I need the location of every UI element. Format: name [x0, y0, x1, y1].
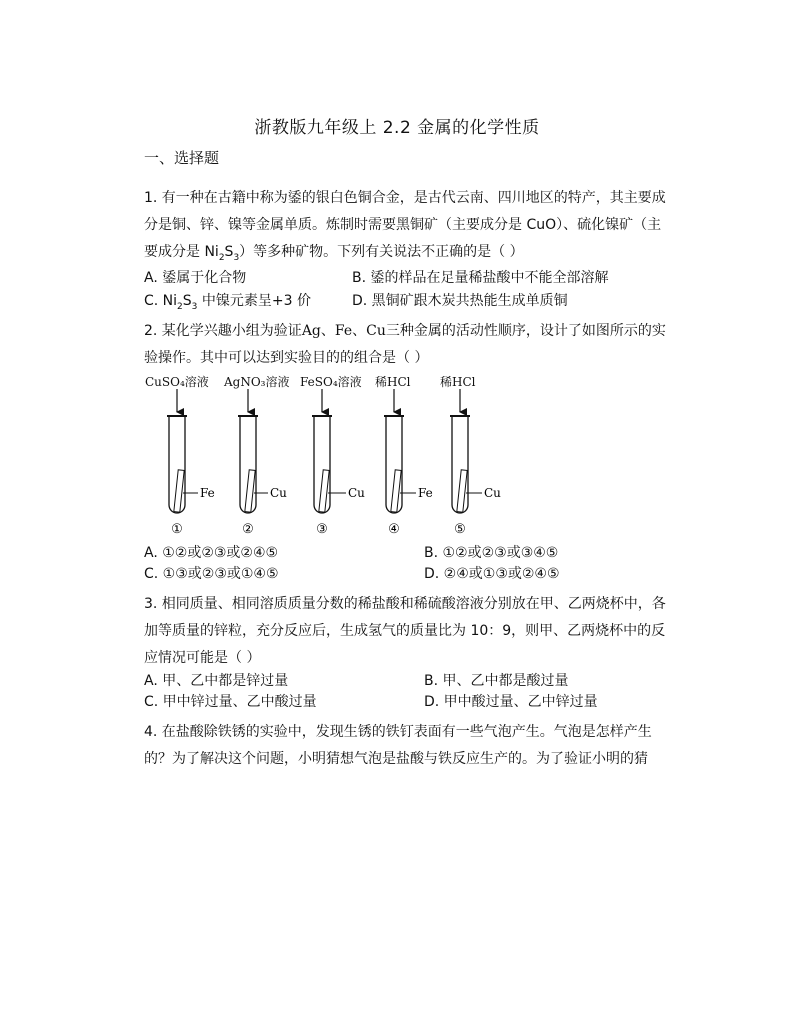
metal-label-2: Cu	[270, 486, 287, 500]
tube-number-5: ⑤	[454, 522, 466, 537]
q1-line-2: 分是铜、锌、镍等金属单质。炼制时需要黑铜矿（主要成分是 CuO）、硫化镍矿（主	[144, 217, 662, 233]
q1-option-c-part-b: S	[182, 293, 192, 309]
reagent-label-4: 稀HCl	[375, 375, 411, 389]
q1-option-d: D. 黑铜矿跟木炭共热能生成单质铜	[352, 293, 568, 309]
q4-line-1: 4. 在盐酸除铁锈的实验中，发现生锈的铁钉表面有一些气泡产生。气泡是怎样产生	[144, 724, 652, 740]
tube-number-1: ①	[171, 522, 183, 537]
q4-line-2: 的？为了解决这个问题，小明猜想气泡是盐酸与铁反应生产的。为了验证小明的猜	[144, 751, 648, 767]
page-title: 浙教版九年级上 2.2 金属的化学性质	[254, 118, 540, 138]
q1-option-c-part-a: C. Ni	[144, 293, 178, 309]
reagent-label-3: FeSO₄溶液	[300, 375, 362, 389]
tube-number-4: ④	[388, 522, 400, 537]
metal-label-3: Cu	[348, 486, 365, 500]
test-tube-diagram	[0, 385, 794, 545]
q2-option-a: A. ①②或②③或②④⑤	[144, 545, 279, 561]
q1-line-3	[144, 241, 524, 269]
q1-line-3-sub-1: 2	[218, 252, 225, 263]
q3-line-1: 3. 相同质量、相同溶质质量分数的稀盐酸和稀硫酸溶液分别放在甲、乙两烧杯中，各	[144, 596, 666, 612]
metal-label-5: Cu	[484, 486, 501, 500]
q3-option-a: A. 甲、乙中都是锌过量	[144, 673, 289, 689]
q1-option-c	[144, 290, 311, 318]
test-tube-2	[238, 389, 287, 537]
section-heading: 一、选择题	[144, 149, 220, 167]
q2-line-1	[144, 320, 666, 342]
metal-label-4: Fe	[418, 486, 433, 500]
q3-option-b: B. 甲、乙中都是酸过量	[424, 673, 569, 689]
q3-line-3: 应情况可能是（ ）	[144, 650, 261, 666]
q1-option-a: A. 鋈属于化合物	[144, 270, 247, 286]
test-tube-5	[450, 389, 501, 537]
q1-line-3-part-b: S	[224, 244, 234, 260]
q1-line-3-part-c: ）等多种矿物。下列有关说法不正确的是（ ）	[239, 244, 524, 260]
q2-line-2: 验操作。其中可以达到实验目的的组合是（ ）	[144, 350, 429, 366]
test-tube-1	[167, 389, 215, 537]
q3-line-2: 加等质量的锌粒，充分反应后，生成氢气的质量比为 10：9，则甲、乙两烧杯中的反	[144, 623, 666, 639]
q3-option-c: C. 甲中锌过量、乙中酸过量	[144, 694, 317, 710]
q1-line-3-part-a: 要成分是 Ni	[144, 244, 219, 260]
q1-option-b: B. 鋈的样品在足量稀盐酸中不能全部溶解	[352, 270, 609, 286]
metal-label-1: Fe	[200, 486, 215, 500]
test-tube-3	[312, 389, 365, 537]
q2-line-1-part-a: 2. 某化学兴趣小组为验证	[144, 323, 302, 339]
q1-option-c-part-c: 中镍元素呈+3 价	[197, 293, 311, 309]
q1-option-c-sub-2: 3	[191, 301, 198, 312]
q1-option-c-sub-1: 2	[177, 301, 183, 312]
q2-option-b: B. ①②或②③或③④⑤	[424, 545, 559, 561]
tube-number-3: ③	[316, 522, 328, 537]
q2-line-1-part-b: 三种金属的活动性顺序，设计了如图所示的实	[385, 323, 666, 339]
q2-metals: Ag、Fe、Cu	[301, 323, 386, 339]
test-tube-4	[384, 389, 433, 537]
q3-option-d: D. 甲中酸过量、乙中锌过量	[424, 694, 598, 710]
reagent-label-1: CuSO₄溶液	[145, 375, 209, 389]
q2-option-d: D. ②④或①③或②④⑤	[424, 566, 560, 582]
q1-line-3-sub-2: 3	[233, 252, 240, 263]
tube-number-2: ②	[242, 522, 254, 537]
q2-option-c: C. ①③或②③或①④⑤	[144, 566, 279, 582]
reagent-label-5: 稀HCl	[440, 375, 476, 389]
reagent-label-2: AgNO₃溶液	[224, 375, 290, 389]
q1-line-1: 1. 有一种在古籍中称为鋈的银白色铜合金，是古代云南、四川地区的特产，其主要成	[144, 190, 666, 206]
